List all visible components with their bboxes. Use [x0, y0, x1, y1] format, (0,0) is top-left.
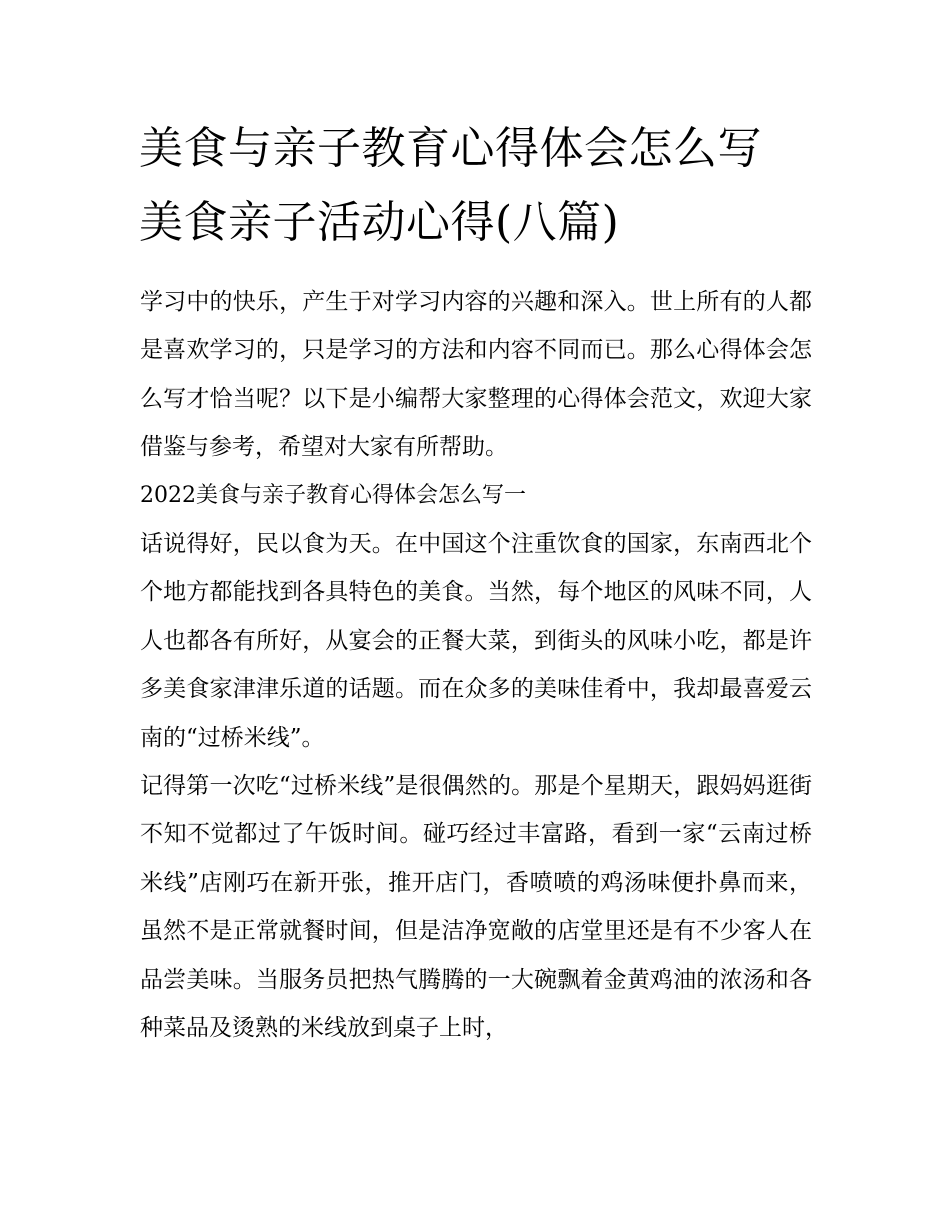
body-paragraph: 话说得好，民以食为天。在中国这个注重饮食的国家，东南西北个个地方都能找到各具特色的美食。当然，每个地区的风味不同，人人也都各有所好，从宴会的正餐大菜，到街头的风味小吃，都是许多美食家津津乐道的话题。而在众多的美味佳肴中，我却最喜爱云南的“过桥米线”。 [140, 531, 812, 751]
intro-paragraph: 学习中的快乐，产生于对学习内容的兴趣和深入。世上所有的人都是喜欢学习的，只是学习的方法和内容不同而已。那么心得体会怎么写才恰当呢？以下是小编帮大家整理的心得体会范文，欢迎大家借鉴与参考，希望对大家有所帮助。 [140, 289, 812, 461]
document-title: 美食与亲子教育心得体会怎么写 美食亲子活动心得(八篇) [139, 123, 762, 248]
document-body [140, 278, 812, 1053]
section-heading: 2022美食与亲子教育心得体会怎么写一 [140, 482, 526, 508]
body-paragraph: 记得第一次吃“过桥米线”是很偶然的。那是个星期天，跟妈妈逛街不知不觉都过了午饭时间。碰巧经过丰富路，看到一家“云南过桥米线”店刚巧在新开张，推开店门，香喷喷的鸡汤味便扑鼻而来，虽然不是正常就餐时间，但是洁净宽敞的店堂里还是有不少客人在品尝美味。当服务员把热气腾腾的一大碗飘着金黄鸡油的浓汤和各种菜品及烫熟的米线放到桌子上时， [140, 773, 812, 1042]
